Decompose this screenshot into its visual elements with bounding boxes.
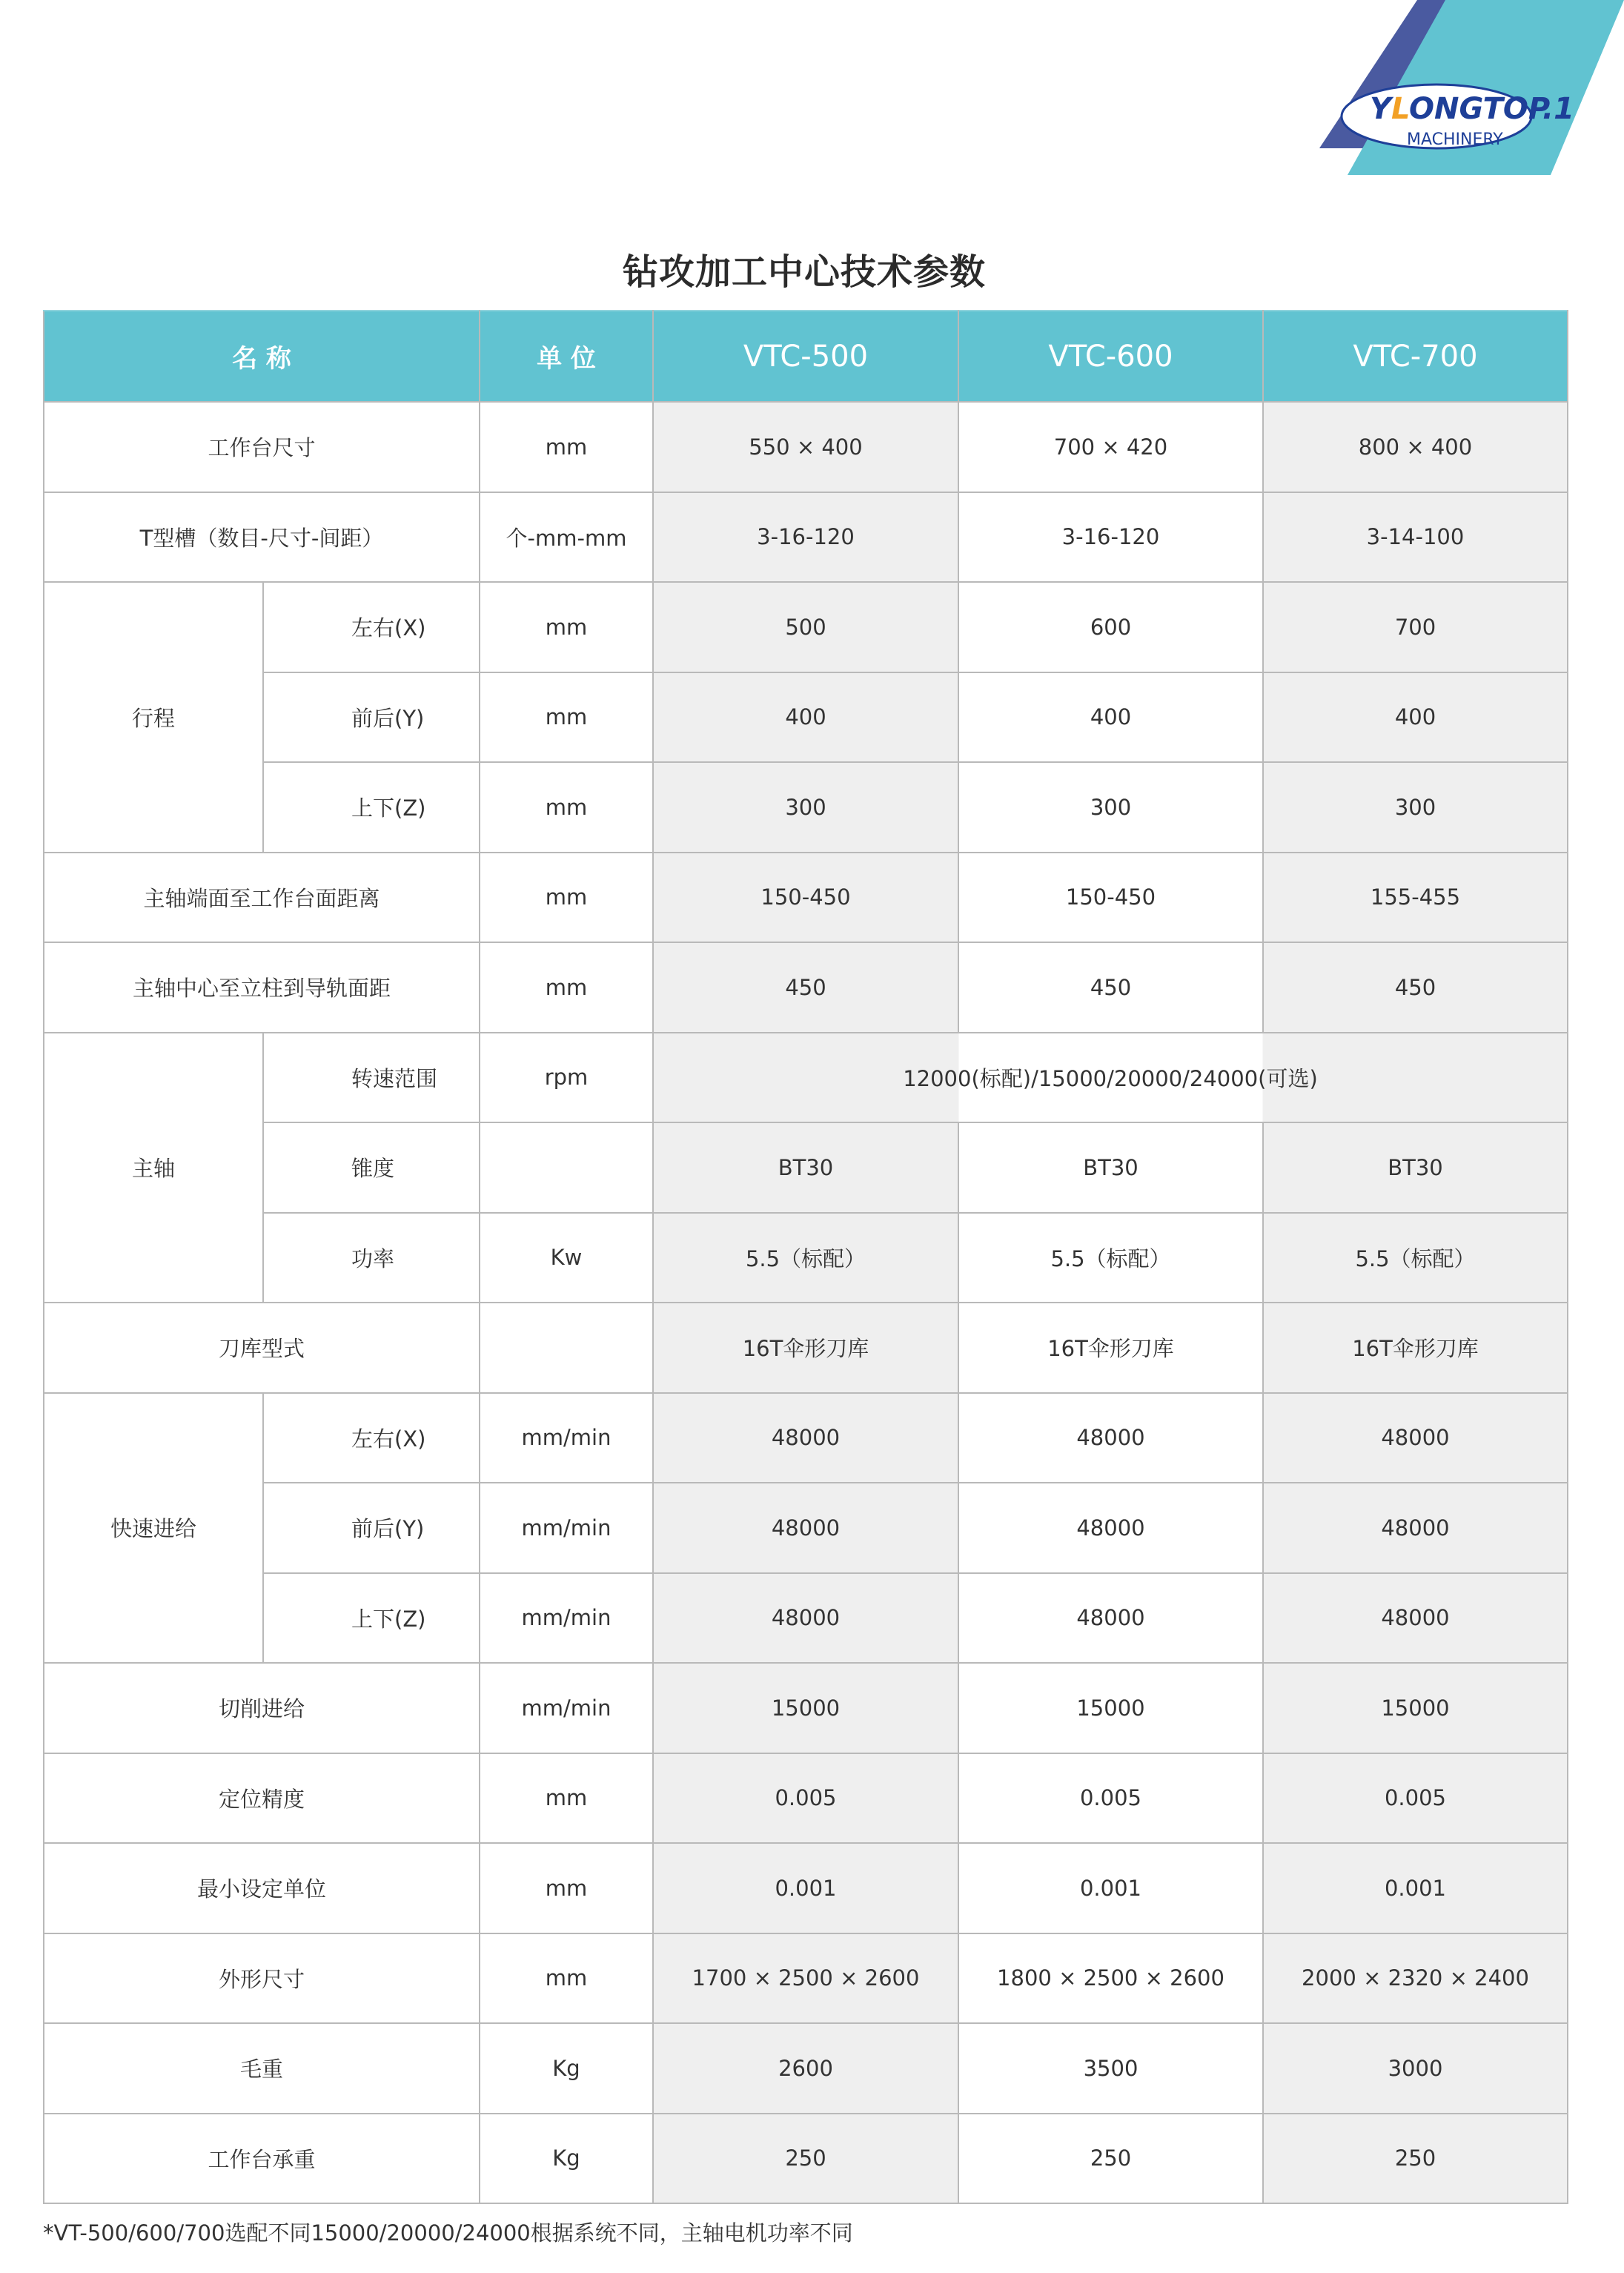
row-value: 3-16-120 <box>958 492 1263 583</box>
row-value: 48000 <box>653 1393 958 1483</box>
table-row <box>44 1753 1568 1844</box>
row-value: 16T伞形刀库 <box>958 1303 1263 1393</box>
row-value: 48000 <box>1263 1573 1568 1664</box>
row-value: 1700 × 2500 × 2600 <box>653 1933 958 2024</box>
row-unit: mm <box>480 582 653 672</box>
sub-label: 前后(Y) <box>263 672 480 763</box>
table-row <box>44 402 1568 492</box>
row-value: 250 <box>958 2114 1263 2204</box>
table-header-row <box>44 311 1568 402</box>
row-value: 700 × 420 <box>958 402 1263 492</box>
row-value: 48000 <box>653 1573 958 1664</box>
row-label: 主轴中心至立柱到导轨面距 <box>44 942 480 1033</box>
table-row <box>44 1933 1568 2024</box>
row-value: 600 <box>958 582 1263 672</box>
row-value: 250 <box>1263 2114 1568 2204</box>
group-label: 行程 <box>44 582 263 853</box>
row-unit: mm <box>480 942 653 1033</box>
row-unit: mm <box>480 672 653 763</box>
table-row <box>44 1122 1568 1213</box>
row-value: 48000 <box>958 1393 1263 1483</box>
row-value: 150-450 <box>653 853 958 943</box>
row-unit: mm/min <box>480 1663 653 1753</box>
row-value: 15000 <box>958 1663 1263 1753</box>
row-value: 400 <box>958 672 1263 763</box>
sub-label: 锥度 <box>263 1122 480 1213</box>
row-label: 定位精度 <box>44 1753 480 1844</box>
row-value: 0.005 <box>1263 1753 1568 1844</box>
row-value: 550 × 400 <box>653 402 958 492</box>
table-row <box>44 1483 1568 1573</box>
row-value: 450 <box>958 942 1263 1033</box>
spec-table <box>43 310 1568 2204</box>
row-label: 最小设定单位 <box>44 1843 480 1933</box>
row-label: 外形尺寸 <box>44 1933 480 2024</box>
sub-label: 左右(X) <box>263 582 480 672</box>
row-value: 48000 <box>653 1483 958 1573</box>
sub-label: 转速范围 <box>263 1033 480 1123</box>
row-value: 0.001 <box>958 1843 1263 1933</box>
row-value: 48000 <box>1263 1483 1568 1573</box>
group-label: 快速进给 <box>44 1393 263 1664</box>
row-value: 400 <box>653 672 958 763</box>
row-unit: mm <box>480 1753 653 1844</box>
row-value: 450 <box>1263 942 1568 1033</box>
row-unit: Kg <box>480 2023 653 2114</box>
row-value: 150-450 <box>958 853 1263 943</box>
header-model: VTC-600 <box>958 311 1263 402</box>
row-unit <box>480 1122 653 1213</box>
group-label: 主轴 <box>44 1033 263 1303</box>
row-value: 15000 <box>653 1663 958 1753</box>
row-value: 1800 × 2500 × 2600 <box>958 1933 1263 2024</box>
row-value: 3000 <box>1263 2023 1568 2114</box>
row-unit: mm <box>480 853 653 943</box>
row-value: 3500 <box>958 2023 1263 2114</box>
row-value: 0.001 <box>1263 1843 1568 1933</box>
row-value: 300 <box>653 762 958 853</box>
table-row <box>44 1303 1568 1393</box>
row-label: 工作台承重 <box>44 2114 480 2204</box>
row-value: 5.5（标配） <box>958 1213 1263 1303</box>
sub-label: 上下(Z) <box>263 762 480 853</box>
row-value: BT30 <box>653 1122 958 1213</box>
table-row <box>44 2023 1568 2114</box>
logo-subtitle: MACHINERY <box>1407 130 1503 149</box>
table-row <box>44 672 1568 763</box>
row-unit: Kw <box>480 1213 653 1303</box>
row-value: 0.005 <box>958 1753 1263 1844</box>
row-unit: mm <box>480 402 653 492</box>
brand-logo <box>1260 0 1624 178</box>
row-value: 48000 <box>1263 1393 1568 1483</box>
row-value: 3-16-120 <box>653 492 958 583</box>
row-value: 2600 <box>653 2023 958 2114</box>
row-value: 2000 × 2320 × 2400 <box>1263 1933 1568 2024</box>
row-value: 16T伞形刀库 <box>653 1303 958 1393</box>
row-value: 5.5（标配） <box>1263 1213 1568 1303</box>
row-value: BT30 <box>958 1122 1263 1213</box>
row-value: 300 <box>958 762 1263 853</box>
row-value: 48000 <box>958 1573 1263 1664</box>
row-label: 工作台尺寸 <box>44 402 480 492</box>
row-label: 主轴端面至工作台面距离 <box>44 853 480 943</box>
logo-wordmark: YLONGTOP.1 <box>1370 92 1574 126</box>
row-value: 15000 <box>1263 1663 1568 1753</box>
row-value: BT30 <box>1263 1122 1568 1213</box>
header-unit: 单 位 <box>480 311 653 402</box>
page-title: 钻攻加工中心技术参数 <box>622 251 986 293</box>
header-model: VTC-700 <box>1263 311 1568 402</box>
row-value: 700 <box>1263 582 1568 672</box>
footnote: *VT-500/600/700选配不同15000/20000/24000根据系统不同，主轴电机功率不同 <box>43 2220 853 2246</box>
table-row <box>44 2114 1568 2204</box>
table-row <box>44 1393 1568 1483</box>
row-unit: Kg <box>480 2114 653 2204</box>
sub-label: 功率 <box>263 1213 480 1303</box>
table-row <box>44 1573 1568 1664</box>
row-value: 400 <box>1263 672 1568 763</box>
row-value: 800 × 400 <box>1263 402 1568 492</box>
row-label: T型槽（数目-尺寸-间距） <box>44 492 480 583</box>
row-value: 16T伞形刀库 <box>1263 1303 1568 1393</box>
table-row <box>44 1843 1568 1933</box>
header-name: 名 称 <box>44 311 480 402</box>
row-value-merged: 12000(标配)/15000/20000/24000(可选) <box>653 1033 1568 1123</box>
table-row <box>44 492 1568 583</box>
row-value: 250 <box>653 2114 958 2204</box>
table-row <box>44 1663 1568 1753</box>
row-label: 切削进给 <box>44 1663 480 1753</box>
row-label: 刀库型式 <box>44 1303 480 1393</box>
row-value: 48000 <box>958 1483 1263 1573</box>
row-unit: mm/min <box>480 1573 653 1664</box>
row-value: 0.005 <box>653 1753 958 1844</box>
row-unit: mm/min <box>480 1483 653 1573</box>
row-value: 500 <box>653 582 958 672</box>
table-row <box>44 853 1568 943</box>
sub-label: 上下(Z) <box>263 1573 480 1664</box>
row-value: 300 <box>1263 762 1568 853</box>
row-value: 0.001 <box>653 1843 958 1933</box>
row-unit: mm <box>480 1933 653 2024</box>
row-value: 450 <box>653 942 958 1033</box>
header-model: VTC-500 <box>653 311 958 402</box>
table-row <box>44 582 1568 672</box>
row-value: 5.5（标配） <box>653 1213 958 1303</box>
sub-label: 前后(Y) <box>263 1483 480 1573</box>
table-row <box>44 942 1568 1033</box>
row-unit: rpm <box>480 1033 653 1123</box>
table-row <box>44 1213 1568 1303</box>
row-unit: mm <box>480 762 653 853</box>
row-unit: 个-mm-mm <box>480 492 653 583</box>
row-value: 3-14-100 <box>1263 492 1568 583</box>
row-unit: mm <box>480 1843 653 1933</box>
row-label: 毛重 <box>44 2023 480 2114</box>
sub-label: 左右(X) <box>263 1393 480 1483</box>
table-row <box>44 1033 1568 1123</box>
row-unit <box>480 1303 653 1393</box>
row-value: 155-455 <box>1263 853 1568 943</box>
row-unit: mm/min <box>480 1393 653 1483</box>
table-row <box>44 762 1568 853</box>
